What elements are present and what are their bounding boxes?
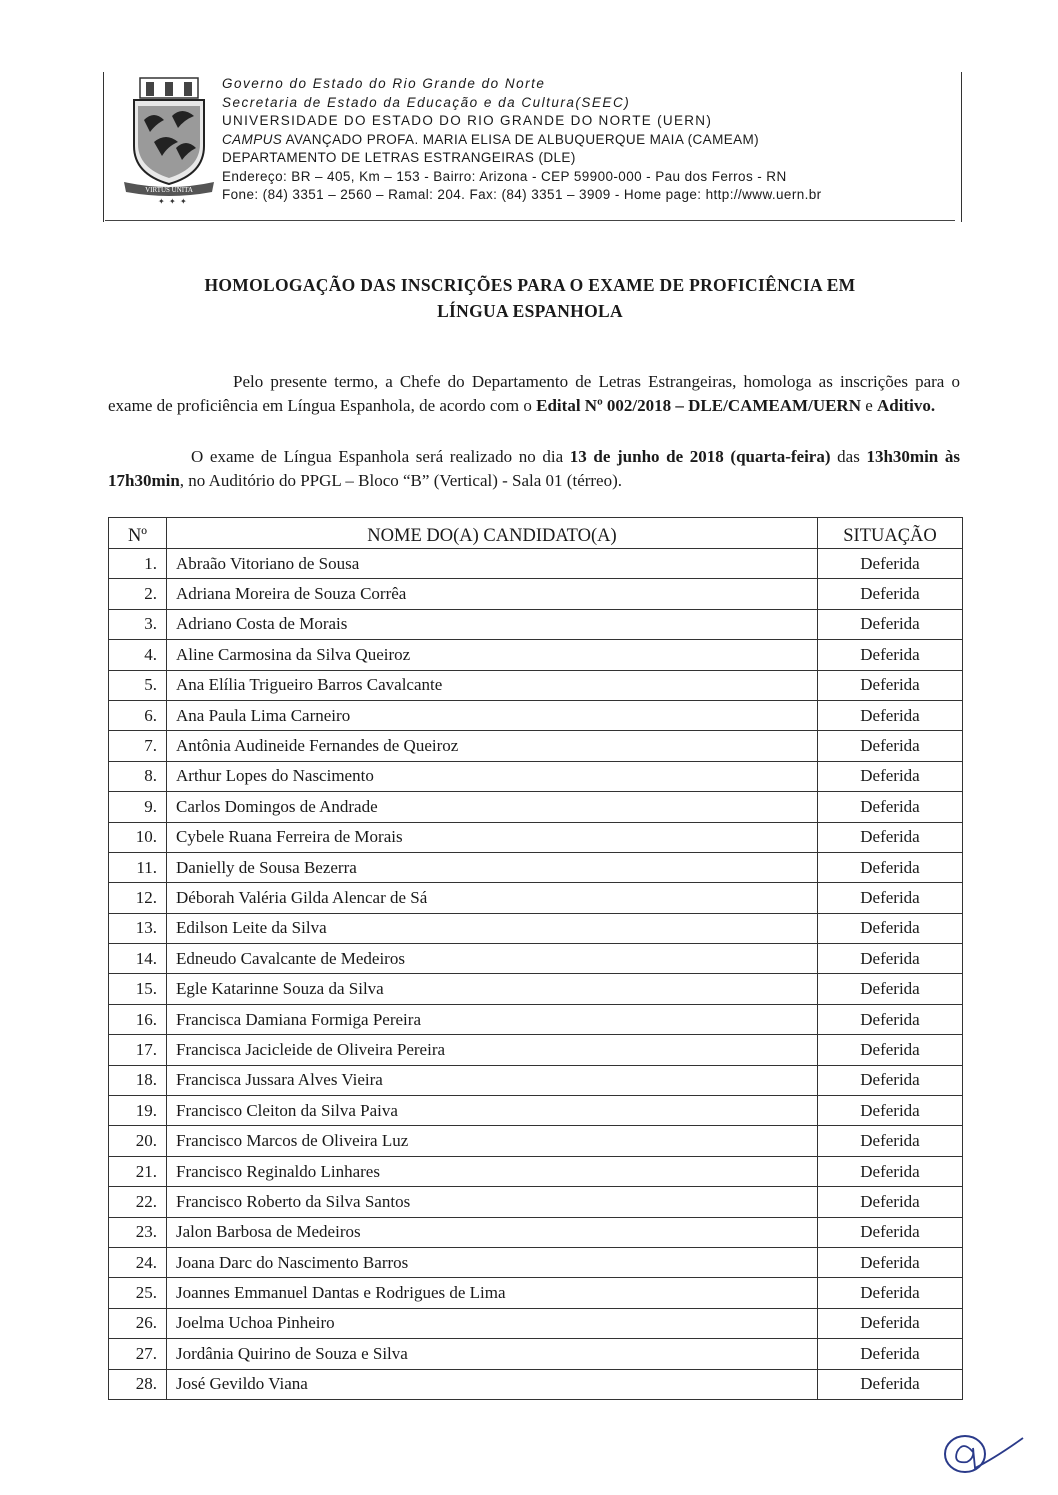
letterhead-left-border [103, 72, 104, 222]
candidate-name: Jordânia Quirino de Souza e Silva [167, 1339, 818, 1369]
letterhead-campus-name: AVANÇADO PROFA. MARIA ELISA DE ALBUQUERQUE MAIA (CAMEAM) [282, 131, 760, 147]
table-row [109, 1217, 963, 1247]
candidate-name: Ana Paula Lima Carneiro [167, 700, 818, 730]
candidate-name: Joelma Uchoa Pinheiro [167, 1308, 818, 1338]
row-number: 3. [109, 609, 167, 639]
candidate-status: Deferida [818, 549, 963, 579]
candidate-status: Deferida [818, 792, 963, 822]
candidate-status: Deferida [818, 1065, 963, 1095]
candidate-status: Deferida [818, 1126, 963, 1156]
candidate-name: Carlos Domingos de Andrade [167, 792, 818, 822]
letterhead-campus [222, 131, 952, 150]
table-row [109, 1065, 963, 1095]
paragraph2-text1: O exame de Língua Espanhola será realizado no dia [191, 447, 570, 466]
candidate-name: Francisca Jacicleide de Oliveira Pereira [167, 1035, 818, 1065]
row-number: 15. [109, 974, 167, 1004]
table-row [109, 944, 963, 974]
uern-coat-of-arms-logo [120, 76, 218, 206]
row-number: 23. [109, 1217, 167, 1247]
candidate-status: Deferida [818, 761, 963, 791]
candidate-status: Deferida [818, 670, 963, 700]
row-number: 11. [109, 852, 167, 882]
table-row [109, 761, 963, 791]
candidate-status: Deferida [818, 640, 963, 670]
row-number: 25. [109, 1278, 167, 1308]
letterhead-government: Governo do Estado do Rio Grande do Norte [222, 76, 546, 91]
candidate-status: Deferida [818, 822, 963, 852]
exam-time: 13h30min às 17h30min [108, 447, 960, 490]
table-row [109, 974, 963, 1004]
candidate-name: Ana Elília Trigueiro Barros Cavalcante [167, 670, 818, 700]
table-row [109, 579, 963, 609]
candidate-name: Déborah Valéria Gilda Alencar de Sá [167, 883, 818, 913]
row-number: 20. [109, 1126, 167, 1156]
table-row [109, 1187, 963, 1217]
paragraph1-text: Pelo presente termo, a Chefe do Departamento de Letras Estrangeiras, homologa as inscrições para o exame de proficiência em Língua Espanhola, de acordo com o [108, 372, 960, 415]
candidate-status: Deferida [818, 1339, 963, 1369]
table-row [109, 700, 963, 730]
candidate-status: Deferida [818, 852, 963, 882]
paragraph2-text2: das [830, 447, 867, 466]
row-number: 10. [109, 822, 167, 852]
candidate-status: Deferida [818, 1278, 963, 1308]
row-number: 4. [109, 640, 167, 670]
candidate-name: Francisco Cleiton da Silva Paiva [167, 1096, 818, 1126]
svg-text:VIRTUS UNITA: VIRTUS UNITA [145, 186, 193, 194]
row-number: 28. [109, 1369, 167, 1399]
coat-of-arms-icon [120, 76, 218, 206]
row-number: 16. [109, 1004, 167, 1034]
title-line-2: LÍNGUA ESPANHOLA [437, 301, 623, 321]
table-row [109, 731, 963, 761]
handwritten-initial-signature [935, 1418, 1025, 1478]
candidate-status: Deferida [818, 1369, 963, 1399]
candidate-name: Antônia Audineide Fernandes de Queiroz [167, 731, 818, 761]
candidate-status: Deferida [818, 1096, 963, 1126]
paragraph1-aditivo: Aditivo. [877, 396, 936, 415]
candidate-status: Deferida [818, 883, 963, 913]
table-row [109, 549, 963, 579]
table-row [109, 822, 963, 852]
table-row [109, 883, 963, 913]
candidate-name: Joannes Emmanuel Dantas e Rodrigues de Lima [167, 1278, 818, 1308]
exam-date: 13 de junho de 2018 (quarta-feira) [569, 447, 831, 466]
table-row [109, 913, 963, 943]
row-number: 13. [109, 913, 167, 943]
table-row [109, 670, 963, 700]
table-row [109, 1035, 963, 1065]
row-number: 22. [109, 1187, 167, 1217]
row-number: 1. [109, 549, 167, 579]
candidate-name: Francisco Reginaldo Linhares [167, 1156, 818, 1186]
table-header-row [109, 518, 963, 549]
row-number: 19. [109, 1096, 167, 1126]
candidate-status: Deferida [818, 1156, 963, 1186]
candidate-name: Francisca Damiana Formiga Pereira [167, 1004, 818, 1034]
candidate-status: Deferida [818, 1035, 963, 1065]
row-number: 26. [109, 1308, 167, 1338]
letterhead-contact: Fone: (84) 3351 – 2560 – Ramal: 204. Fax: (84) 3351 – 3909 - Home page: http://www.uern.br [222, 187, 822, 202]
row-number: 6. [109, 700, 167, 730]
candidate-status: Deferida [818, 974, 963, 1004]
row-number: 27. [109, 1339, 167, 1369]
candidate-name: Abraão Vitoriano de Sousa [167, 549, 818, 579]
header-candidate-name: NOME DO(A) CANDIDATO(A) [167, 518, 818, 549]
paragraph-homologation [108, 370, 960, 418]
header-number: Nº [109, 518, 167, 549]
letterhead-text [222, 75, 952, 205]
paragraph1-edital: Edital Nº 002/2018 – DLE/CAMEAM/UERN [536, 396, 861, 415]
row-number: 8. [109, 761, 167, 791]
candidate-status: Deferida [818, 1247, 963, 1277]
letterhead-secretariat: Secretaria de Estado da Educação e da Cultura(SEEC) [222, 94, 631, 110]
table-row [109, 1004, 963, 1034]
candidate-name: Francisco Roberto da Silva Santos [167, 1187, 818, 1217]
row-number: 2. [109, 579, 167, 609]
letterhead-right-border [961, 72, 962, 222]
candidate-name: Adriana Moreira de Souza Corrêa [167, 579, 818, 609]
table-row [109, 1308, 963, 1338]
row-number: 7. [109, 731, 167, 761]
candidate-status: Deferida [818, 1217, 963, 1247]
candidate-status: Deferida [818, 1004, 963, 1034]
row-number: 5. [109, 670, 167, 700]
table-row [109, 1339, 963, 1369]
candidate-status: Deferida [818, 913, 963, 943]
table-row [109, 640, 963, 670]
table-row [109, 1247, 963, 1277]
candidates-table-container [108, 517, 962, 1400]
candidate-name: Edilson Leite da Silva [167, 913, 818, 943]
candidate-name: Arthur Lopes do Nascimento [167, 761, 818, 791]
table-row [109, 792, 963, 822]
candidates-table [108, 517, 963, 1400]
table-row [109, 1156, 963, 1186]
candidate-name: José Gevildo Viana [167, 1369, 818, 1399]
candidate-name: Francisca Jussara Alves Vieira [167, 1065, 818, 1095]
letterhead-university: UNIVERSIDADE DO ESTADO DO RIO GRANDE DO NORTE (UERN) [222, 113, 713, 128]
candidate-name: Danielly de Sousa Bezerra [167, 852, 818, 882]
svg-text:✦: ✦ [158, 197, 165, 206]
table-row [109, 1278, 963, 1308]
candidate-name: Aline Carmosina da Silva Queiroz [167, 640, 818, 670]
letterhead-rule [105, 220, 955, 221]
table-row [109, 852, 963, 882]
row-number: 12. [109, 883, 167, 913]
candidate-name: Adriano Costa de Morais [167, 609, 818, 639]
candidate-name: Francisco Marcos de Oliveira Luz [167, 1126, 818, 1156]
candidate-status: Deferida [818, 700, 963, 730]
candidate-name: Cybele Ruana Ferreira de Morais [167, 822, 818, 852]
table-row [109, 1369, 963, 1399]
row-number: 18. [109, 1065, 167, 1095]
table-row [109, 1126, 963, 1156]
paragraph1-mid: e [860, 396, 878, 415]
title-line-1: HOMOLOGAÇÃO DAS INSCRIÇÕES PARA O EXAME DE PROFICIÊNCIA EM [204, 275, 856, 295]
svg-text:✦: ✦ [169, 197, 176, 206]
candidate-name: Edneudo Cavalcante de Medeiros [167, 944, 818, 974]
candidate-status: Deferida [818, 579, 963, 609]
candidate-status: Deferida [818, 1187, 963, 1217]
candidate-name: Jalon Barbosa de Medeiros [167, 1217, 818, 1247]
candidate-name: Egle Katarinne Souza da Silva [167, 974, 818, 1004]
letterhead-department: DEPARTAMENTO DE LETRAS ESTRANGEIRAS (DLE) [222, 150, 576, 165]
paragraph-exam-info [108, 445, 960, 493]
row-number: 24. [109, 1247, 167, 1277]
candidate-status: Deferida [818, 731, 963, 761]
candidate-status: Deferida [818, 609, 963, 639]
row-number: 17. [109, 1035, 167, 1065]
candidate-status: Deferida [818, 944, 963, 974]
signature-initial-icon [935, 1418, 1025, 1478]
table-row [109, 609, 963, 639]
svg-text:✦: ✦ [180, 197, 187, 206]
row-number: 9. [109, 792, 167, 822]
row-number: 21. [109, 1156, 167, 1186]
row-number: 14. [109, 944, 167, 974]
candidate-name: Joana Darc do Nascimento Barros [167, 1247, 818, 1277]
header-status: SITUAÇÃO [818, 518, 963, 549]
document-title [100, 272, 960, 324]
letterhead-campus-italic: CAMPUS [222, 131, 283, 147]
letterhead-address: Endereço: BR – 405, Km – 153 - Bairro: Arizona - CEP 59900-000 - Pau dos Ferros - RN [222, 168, 787, 184]
table-row [109, 1096, 963, 1126]
candidate-status: Deferida [818, 1308, 963, 1338]
paragraph2-text3: , no Auditório do PPGL – Bloco “B” (Vertical) - Sala 01 (térreo). [179, 471, 623, 490]
